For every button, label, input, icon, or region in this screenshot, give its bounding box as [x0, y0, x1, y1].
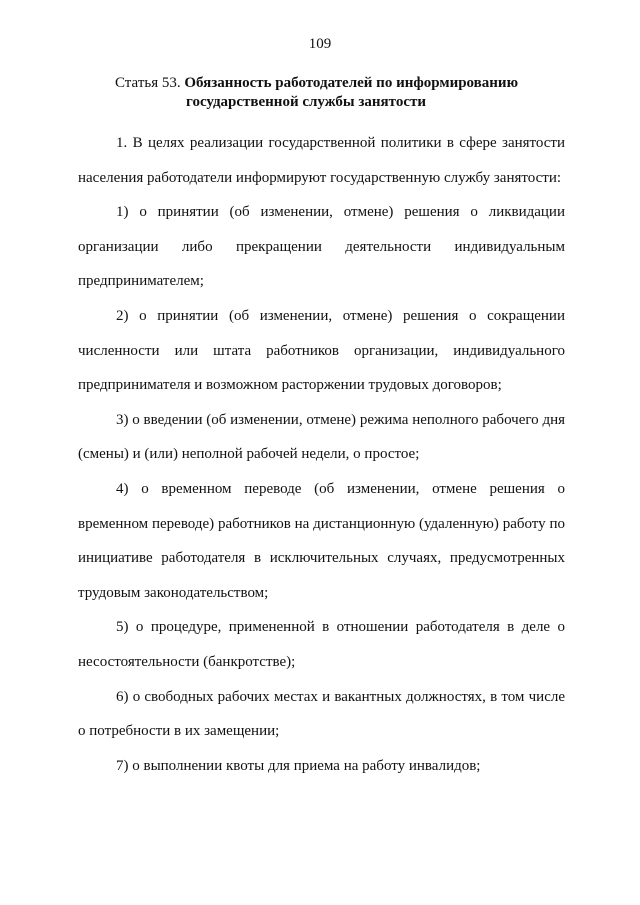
list-item-5: 5) о процедуре, примененной в отношении работодателя в деле о несостоятельности (банкротстве); [78, 619, 565, 670]
list-item-3: 3) о введении (об изменении, отмене) режима неполного рабочего дня (смены) и (или) неполной рабочей недели, о простое; [78, 411, 565, 463]
list-item-2: 2) о принятии (об изменении, отмене) решения о сокращении численности или штата работников организации, индивидуального предпринимателя и возможном расторжении трудовых договоров; [78, 307, 565, 394]
article-label: Статья 53. [115, 75, 181, 91]
article-title-line-2: государственной службы занятости [186, 94, 426, 110]
article-title-line-1: Обязанность работодателей по информированию [184, 75, 519, 91]
paragraph-1: 1. В целях реализации государственной политики в сфере занятости населения работодатели информируют государственную службу занятости: [78, 135, 565, 186]
list-item-1: 1) о принятии (об изменении, отмене) решения о ликвидации организации либо прекращении деятельности индивидуальным предпринимателем; [78, 204, 565, 290]
list-item-6: 6) о свободных рабочих местах и вакантных должностях, в том числе о потребности в их замещении; [78, 688, 565, 740]
article-body [78, 126, 565, 783]
page-number: 109 [308, 36, 332, 52]
list-item-7: 7) о выполнении квоты для приема на работу инвалидов; [116, 757, 481, 774]
article-heading [115, 74, 585, 112]
list-item-4: 4) о временном переводе (об изменении, отмене решения о временном переводе) работников на дистанционную (удаленную) работу по инициативе работодателя в исключительных случаях, предусмотренных трудовым законодательством; [78, 480, 565, 601]
